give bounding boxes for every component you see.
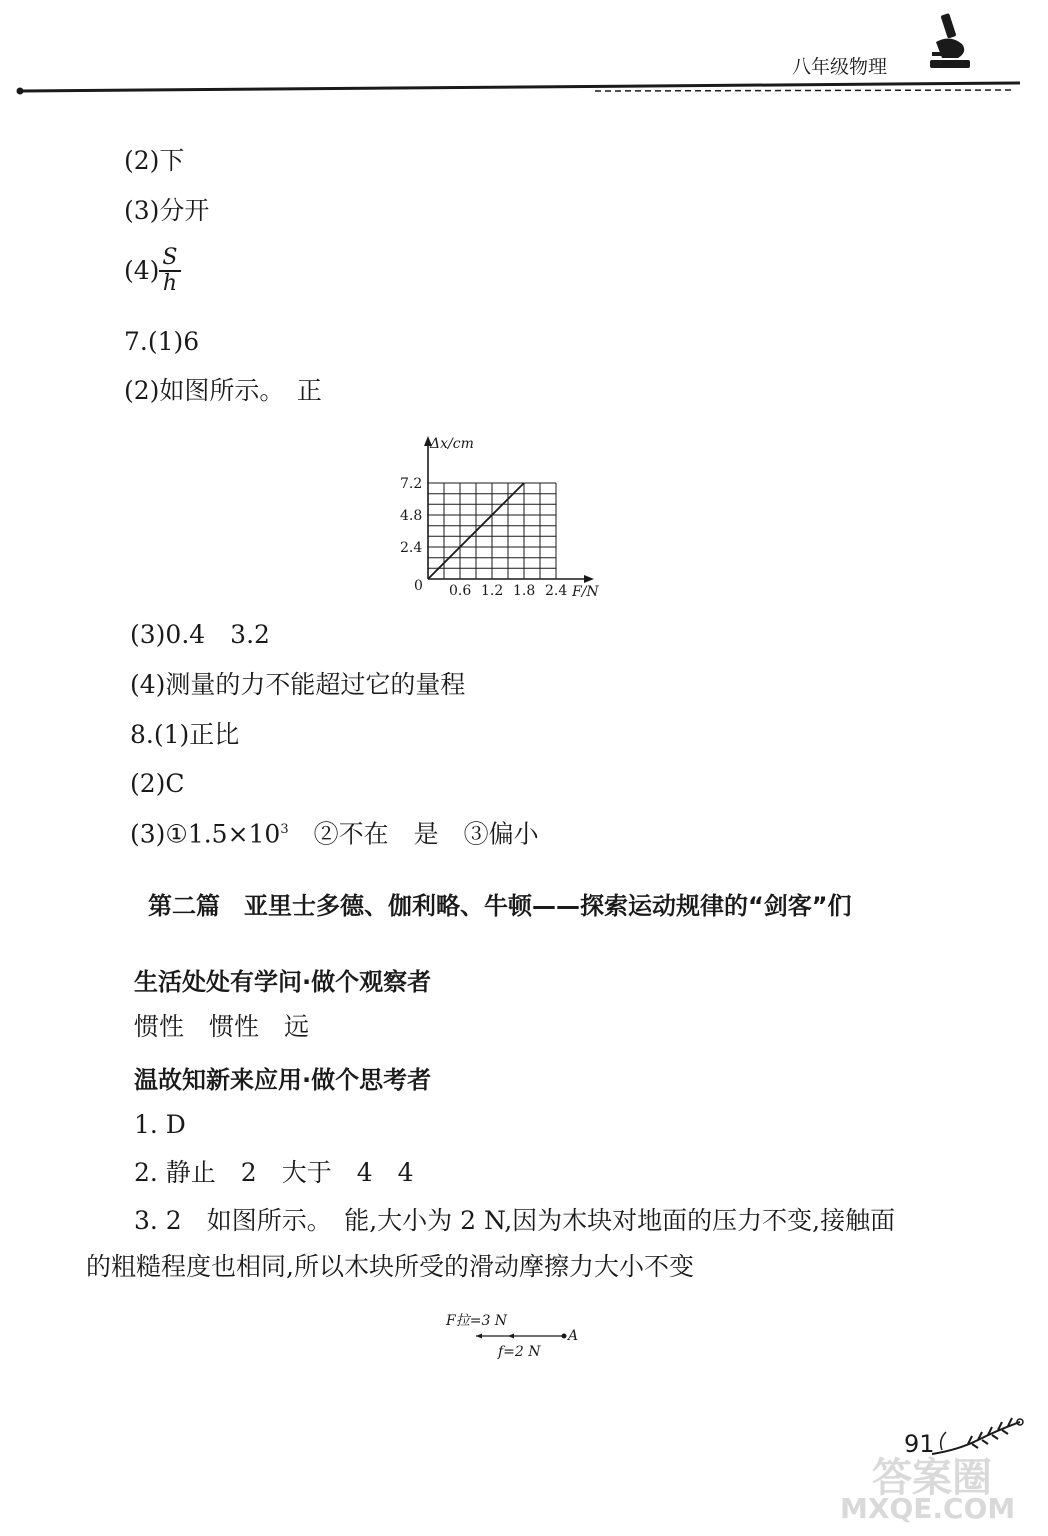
point-label: A [568, 1328, 579, 1344]
watermark-line: 答案圈 [872, 1455, 992, 1501]
x-tick-label: 1.8 [513, 583, 536, 599]
section-title: 第二篇 亚里士多德、伽利略、牛顿——探索运动规律的“剑客”们 [148, 892, 852, 920]
x-tick-label: 1.2 [481, 583, 504, 599]
subsection-heading: 生活处处有学问·做个观察者 [134, 968, 432, 996]
friction-label: f=2 N [498, 1344, 541, 1360]
page-header [0, 0, 1048, 110]
x-tick-label: 0.6 [449, 583, 472, 599]
header-rule [0, 76, 1048, 100]
answer-line [124, 246, 181, 296]
watermark [840, 1492, 1015, 1525]
page-number: 91 [904, 1430, 935, 1458]
answer-line [130, 815, 539, 849]
answer-prefix: (4) [124, 256, 160, 285]
answer-line: (4)测量的力不能超过它的量程 [130, 670, 466, 699]
answer-line: (2)下 [124, 146, 185, 175]
pull-arrowhead [476, 1334, 482, 1339]
spring-extension-graph [390, 426, 620, 606]
answer-line: 8.(1)正比 [130, 720, 240, 749]
watermark-line: MXQE.COM [840, 1492, 1016, 1525]
answer-line: 3. 2 如图所示。 能,大小为 2 N,因为木块对地面的压力不变,接触面 [134, 1206, 896, 1235]
x-axis-arrow [584, 575, 594, 583]
y-axis-label: Δx/cm [430, 436, 474, 452]
answer-line: 1. D [134, 1110, 186, 1139]
answer-line: (2)如图所示。 正 [124, 376, 322, 405]
header-title: 八年级物理 [792, 56, 888, 78]
origin-label: 0 [414, 578, 423, 594]
answer-line: 2. 静止 2 大于 4 4 [134, 1158, 414, 1187]
x-tick-label: 2.4 [545, 583, 568, 599]
fraction-denominator: h [162, 271, 178, 296]
answer-line: 惯性 惯性 远 [134, 1012, 310, 1041]
subsection-heading: 温故知新来应用·做个思考者 [134, 1066, 432, 1094]
answer-line: 7.(1)6 [124, 327, 200, 356]
y-tick-label: 2.4 [400, 540, 423, 556]
friction-arrowhead [508, 1334, 514, 1339]
answer-line: (3)分开 [124, 196, 210, 225]
exponent: 3 [280, 822, 289, 837]
answer-line: (2)C [130, 769, 185, 798]
microscope-icon [928, 12, 972, 74]
fraction [159, 246, 180, 296]
pull-force-label: F拉=3 N [446, 1313, 508, 1329]
y-tick-label: 7.2 [400, 476, 423, 492]
y-tick-label: 4.8 [400, 508, 423, 524]
fraction-numerator: S [159, 246, 180, 272]
x-axis-label: F/N [572, 584, 599, 600]
force-diagram [430, 1308, 600, 1364]
answer-text: (3)①1.5×10 [130, 819, 281, 849]
point-a [562, 1334, 567, 1339]
grid [428, 483, 556, 579]
answer-text: ②不在 是 ③偏小 [288, 819, 539, 849]
answer-line: 的粗糙程度也相同,所以木块所受的滑动摩擦力大小不变 [86, 1252, 694, 1281]
answer-line: (3)0.4 3.2 [130, 620, 270, 649]
